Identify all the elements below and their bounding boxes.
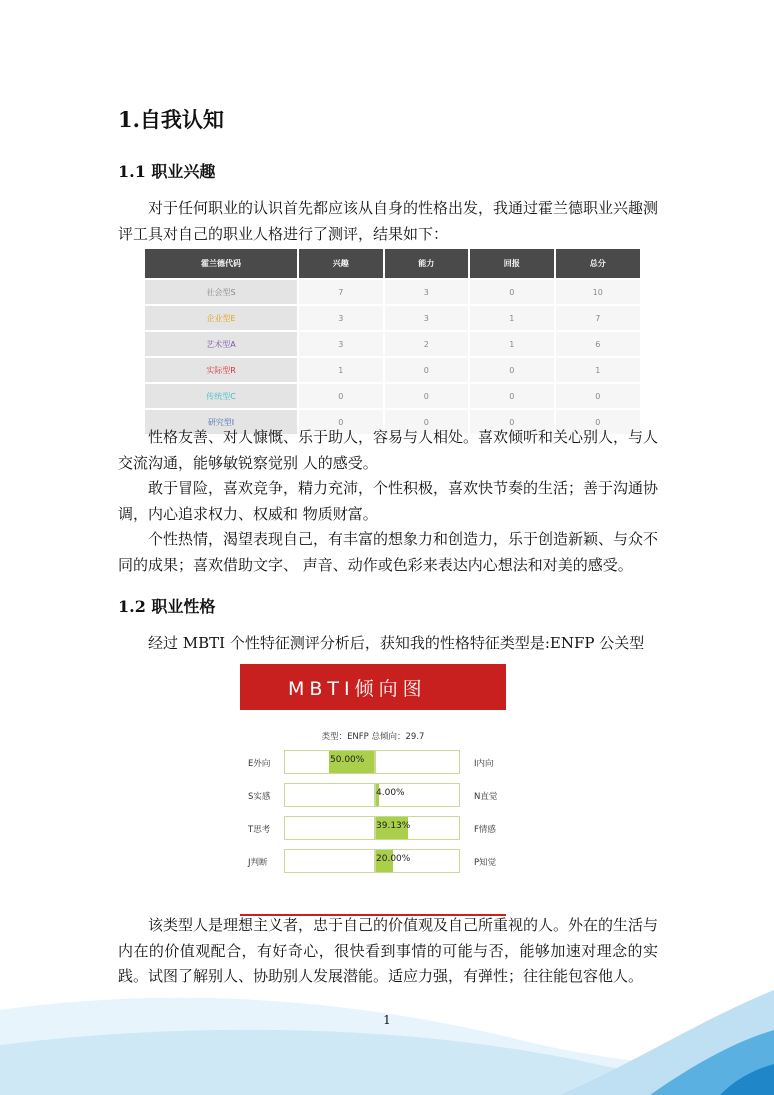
mbti-chart-subtitle: 类型：ENFP 总倾向：29.7	[321, 732, 425, 742]
table-cell-type: 研究型I	[145, 409, 298, 434]
table-cell-type: 社会型S	[145, 279, 298, 305]
table-header-cell: 兴趣	[298, 249, 384, 279]
paragraph-enfp-description: 该类型人是理想主义者，忠于自己的价值观及自己所重视的人。外在的生活与内在的价值观配合，有好奇心，很快看到事情的可能与否，能够加速对理念的实践。试图了解别人、协助别人发展潜能。适应力强，有弹性；往往能包容他人。	[118, 916, 659, 985]
table-row	[145, 383, 640, 409]
mbti-value: 20.00%	[376, 854, 411, 864]
mbti-right-bar	[375, 750, 460, 774]
table-row	[145, 331, 640, 357]
paragraph-mbti-intro: 经过 MBTI 个性特征测评分析后，获知我的性格特征类型是:ENFP 公关型	[148, 634, 645, 652]
table-cell: 7	[298, 279, 384, 305]
mbti-left-bar	[284, 849, 375, 873]
mbti-right-label: P知觉	[474, 858, 497, 868]
page-number: 1	[383, 1013, 391, 1027]
table-cell: 0	[555, 383, 641, 409]
table-cell: 0	[469, 409, 555, 434]
mbti-left-label: S实感	[248, 792, 271, 802]
mbti-left-label: T思考	[248, 825, 271, 835]
mbti-left-bar	[284, 816, 375, 840]
paragraph-enterprising-type: 敢于冒险，喜欢竞争，精力充沛，个性积极，喜欢快节奏的生活；善于沟通协调，内心追求权力、权威和 物质财富。	[118, 479, 659, 523]
table-header-cell: 总分	[555, 249, 641, 279]
table-cell: 1	[298, 357, 384, 383]
mbti-left-bar	[284, 783, 375, 807]
table-cell: 0	[298, 409, 384, 434]
paragraph-social-type: 性格友善、对人慷慨、乐于助人，容易与人相处。喜欢倾听和关心别人，与人交流沟通，能够敏锐察觉别 人的感受。	[118, 428, 659, 472]
subheading-career-interest: 1.1 职业兴趣	[118, 162, 216, 181]
table-header-row	[145, 249, 640, 279]
mbti-chart-title: MBTI倾向图	[240, 664, 506, 710]
table-cell: 7	[555, 305, 641, 331]
table-header-cell: 回报	[469, 249, 555, 279]
table-cell: 0	[555, 409, 641, 434]
mbti-left-label: J判断	[248, 858, 268, 868]
holland-code-table	[145, 249, 640, 434]
table-cell-type: 传统型C	[145, 383, 298, 409]
table-cell: 3	[298, 331, 384, 357]
section-heading-self-awareness: 1.自我认知	[118, 107, 224, 132]
table-header-cell: 能力	[384, 249, 470, 279]
mbti-value: 4.00%	[376, 788, 405, 798]
table-cell: 2	[384, 331, 470, 357]
table-cell: 3	[298, 305, 384, 331]
table-cell-type: 实际型R	[145, 357, 298, 383]
table-cell: 0	[384, 383, 470, 409]
table-cell-type: 企业型E	[145, 305, 298, 331]
table-row	[145, 279, 640, 305]
table-cell: 0	[469, 383, 555, 409]
mbti-left-label: E外向	[248, 759, 271, 769]
table-cell: 6	[555, 331, 641, 357]
mbti-tendency-chart	[240, 664, 506, 916]
paragraph-interest-intro: 对于任何职业的认识首先都应该从自身的性格出发，我通过霍兰德职业兴趣测评工具对自己的职业人格进行了测评，结果如下：	[118, 199, 659, 243]
mbti-right-label: F情感	[474, 825, 496, 835]
table-cell: 1	[555, 357, 641, 383]
table-cell: 1	[469, 305, 555, 331]
table-cell: 0	[384, 409, 470, 434]
mbti-value: 39.13%	[376, 821, 411, 831]
table-cell: 0	[298, 383, 384, 409]
table-row	[145, 305, 640, 331]
mbti-value: 50.00%	[330, 755, 365, 765]
table-header-cell: 霍兰德代码	[145, 249, 298, 279]
table-cell: 10	[555, 279, 641, 305]
table-cell: 0	[469, 357, 555, 383]
mbti-row-tf	[240, 816, 506, 840]
mbti-row-ei	[240, 750, 506, 774]
table-cell: 0	[384, 357, 470, 383]
table-cell-type: 艺术型A	[145, 331, 298, 357]
table-cell: 3	[384, 305, 470, 331]
table-cell: 0	[469, 279, 555, 305]
mbti-right-label: N直觉	[474, 792, 498, 802]
mbti-row-jp	[240, 849, 506, 873]
mbti-row-sn	[240, 783, 506, 807]
subheading-career-personality: 1.2 职业性格	[118, 597, 216, 616]
paragraph-artistic-type: 个性热情，渴望表现自己，有丰富的想象力和创造力，乐于创造新颖、与众不同的成果；喜欢借助文字、 声音、动作或色彩来表达内心想法和对美的感受。	[118, 530, 659, 574]
table-cell: 3	[384, 279, 470, 305]
mbti-right-label: I内向	[474, 759, 494, 769]
table-cell: 1	[469, 331, 555, 357]
table-row	[145, 357, 640, 383]
